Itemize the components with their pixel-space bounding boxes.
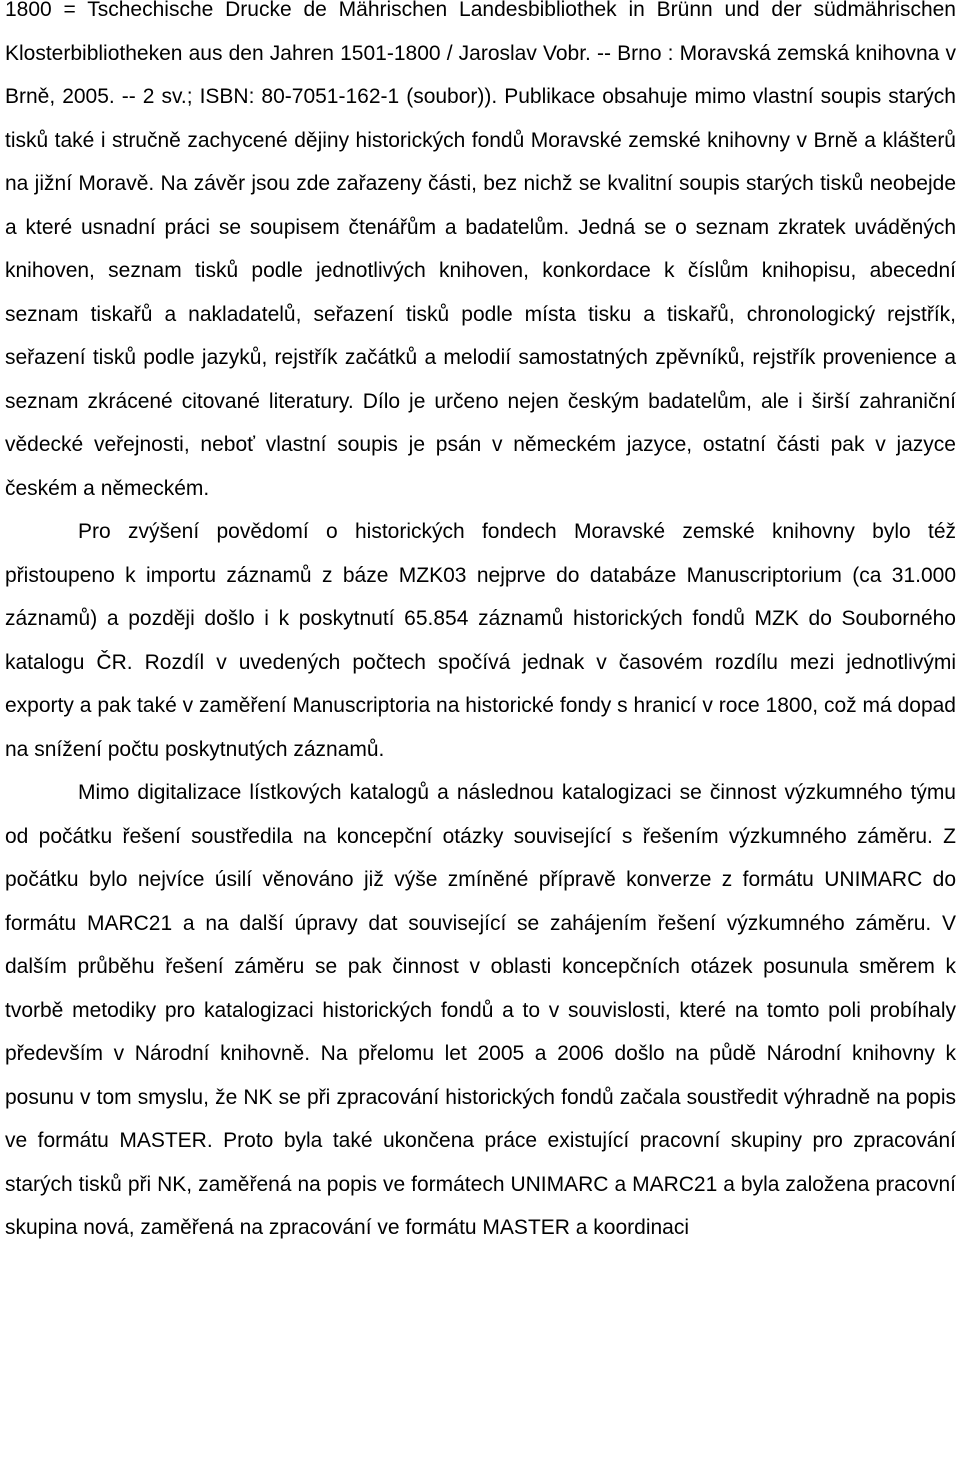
paragraph-bibliography: 1800 = Tschechische Drucke de Mährischen Landesbibliothek in Brünn und der südmährischen Klosterbibliotheken aus den Jahren 1501-1800 / Jaroslav Vobr. -- Brno : Moravská zemská knihovna v Brně, 2005. -- 2 sv.; ISBN: 80-7051-162-1 (soubor)). Publikace obsahuje mimo vlastní soupis starých tisků také i stručně zachycené dějiny historických fondů Moravské zemské knihovny v Brně a klášterů na jižní Moravě. Na závěr jsou zde zařazeny části, bez nichž se kvalitní soupis starých tisků neobejde a které usnadní práci se soupisem čtenářům a badatelům. Jedná se o seznam zkratek uváděných knihoven, seznam tisků podle jednotlivých knihoven, konkordace k číslům knihopisu, abecední seznam tiskařů a nakladatelů, seřazení tisků podle místa tisku a tiskařů, chronologický rejstřík, seřazení tisků podle jazyků, rejstřík začátků a melodií samostatných zpěvníků, rejstřík provenience a seznam zkrácené citované literatury. Dílo je určeno nejen českým badatelům, ale i širší zahraniční vědecké veřejnosti, neboť vlastní soupis je psán v německém jazyce, ostatní části pak v jazyce českém a německém.	[5, 0, 956, 500]
paragraph-research-team: Mimo digitalizace lístkových katalogů a následnou katalogizaci se činnost výzkumného týmu od počátku řešení soustředila na koncepční otázky související s řešením výzkumného záměru. Z počátku bylo nejvíce úsilí věnováno již výše zmíněné přípravě konverze z formátu UNIMARC do formátu MARC21 a na další úpravy dat související se zahájením řešení výzkumného záměru. V dalším průběhu řešení záměru se pak činnost v oblasti koncepčních otázek posunula směrem k tvorbě metodiky pro katalogizaci historických fondů a to v souvislosti, které na tomto poli probíhaly především v Národní knihovně. Na přelomu let 2005 a 2006 došlo na půdě Národní knihovny k posunu v tom smyslu, že NK se při zpracování historických fondů začala soustředit výhradně na popis ve formátu MASTER. Proto byla také ukončena práce existující pracovní skupiny pro zpracování starých tisků při NK, zaměřená na popis ve formátech UNIMARC a MARC21 a byla založena pracovní skupina nová, zaměřená na zpracování ve formátu MASTER a koordinaci	[5, 781, 956, 1239]
paragraph-records-import: Pro zvýšení povědomí o historických fondech Moravské zemské knihovny bylo též přistoupeno k importu záznamů z báze MZK03 nejprve do databáze Manuscriptorium (ca 31.000 záznamů) a později došlo i k poskytnutí 65.854 záznamů historických fondů MZK do Souborného katalogu ČR. Rozdíl v uvedených počtech spočívá jednak v časovém rozdílu mezi jednotlivými exporty a pak také v zaměření Manuscriptoria na historické fondy s hranicí v roce 1800, což má dopad na snížení počtu poskytnutých záznamů.	[5, 520, 956, 761]
